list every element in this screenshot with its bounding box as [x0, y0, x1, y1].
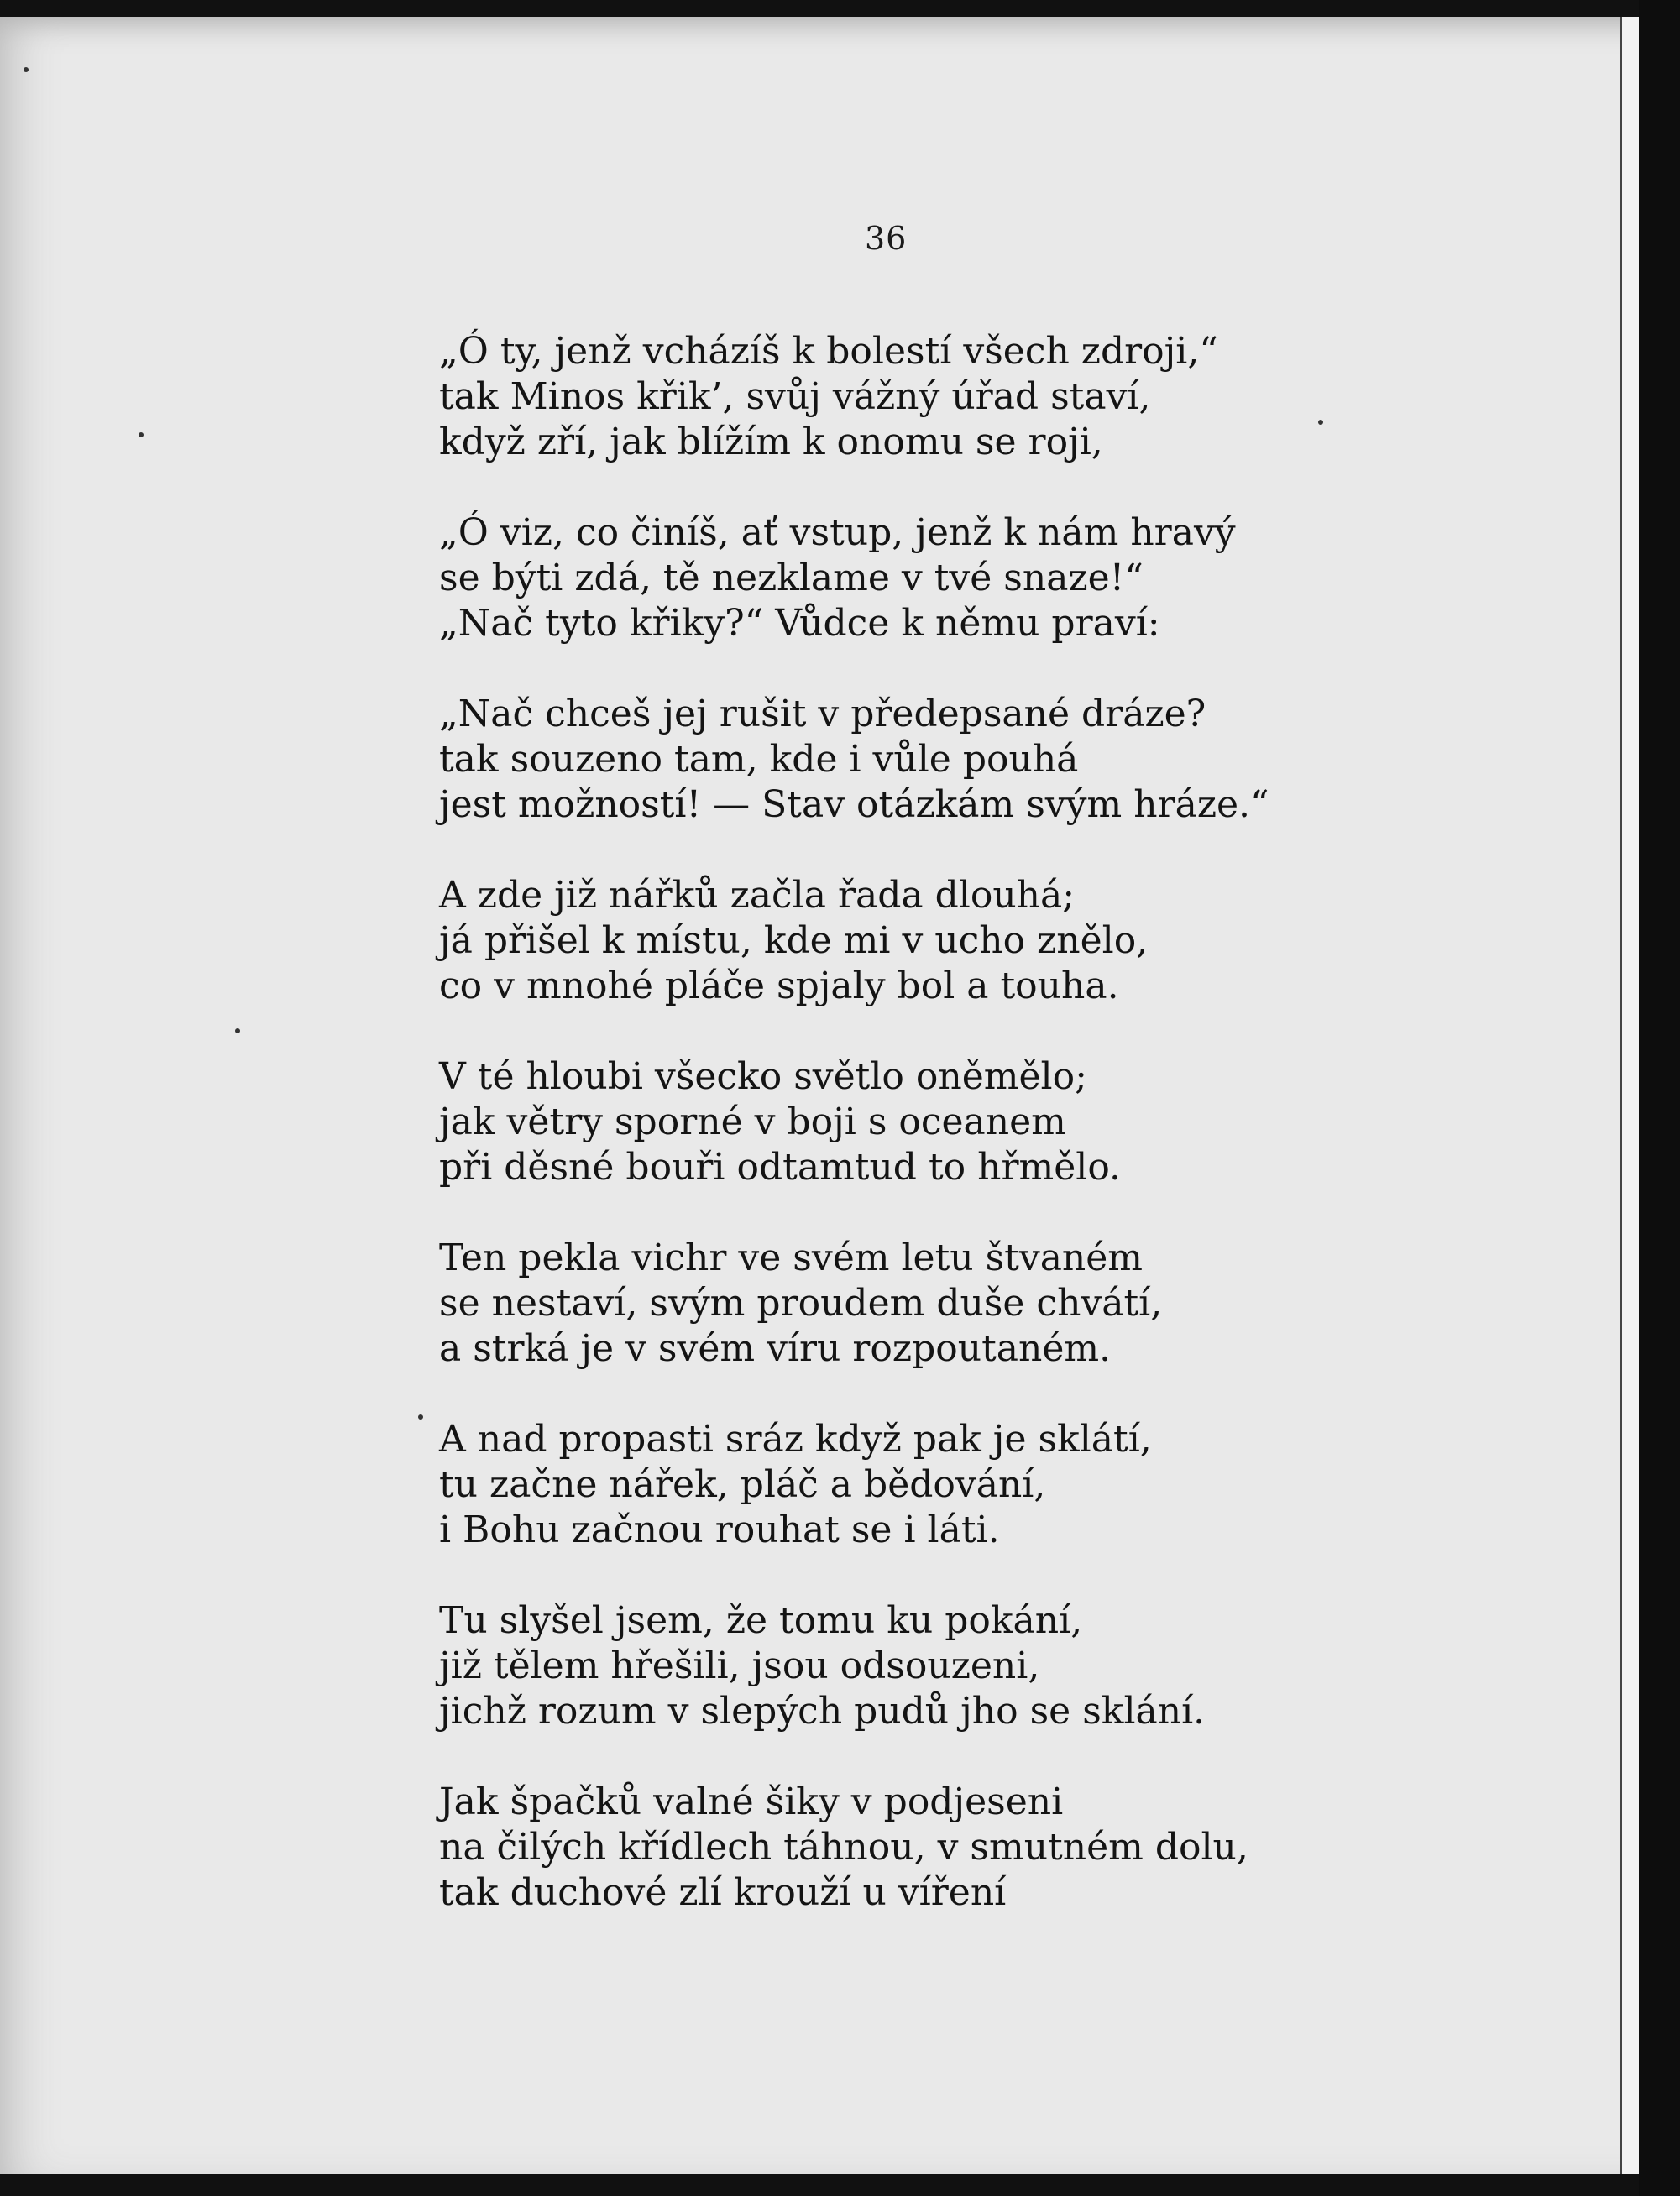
verse-line: při děsné bouři odtamtud to hřmělo.	[439, 1146, 1122, 1189]
verse-line: „Nač chceš jej rušit v předepsané dráze?	[439, 693, 1206, 735]
verse-line: když zří, jak blížím k onomu se roji,	[439, 421, 1103, 463]
verse-line: co v mnohé pláče spjaly bol a touha.	[439, 965, 1119, 1007]
scan-right-border	[1639, 0, 1680, 2196]
stanza	[439, 510, 1363, 646]
print-speck	[24, 67, 29, 72]
verse-line: já přišel k místu, kde mi v ucho znělo,	[439, 919, 1149, 962]
verse-line: na čilých křídlech táhnou, v smutném dolu,	[439, 1826, 1248, 1869]
verse-line: „Ó ty, jenž vcházíš k bolestí všech zdroji,“	[439, 330, 1218, 373]
verse-line: Jak špačků valné šiky v podjeseni	[439, 1780, 1064, 1823]
print-speck	[235, 1028, 240, 1033]
verse-line: jest možností! — Stav otázkám svým hráze.“	[439, 783, 1269, 826]
verse-line: tak souzeno tam, kde i vůle pouhá	[439, 738, 1079, 781]
stanza	[439, 873, 1363, 1009]
verse-line: V té hloubi všecko světlo oněmělo;	[439, 1055, 1087, 1098]
verse-line: se nestaví, svým proudem duše chvátí,	[439, 1282, 1163, 1325]
verse-line: tak Minos křik’, svůj vážný úřad staví,	[439, 375, 1151, 418]
verse-line: i Bohu začnou rouhat se i láti.	[439, 1508, 1000, 1551]
verse-line: jichž rozum v slepých pudů jho se sklání.	[439, 1690, 1206, 1733]
stanza	[439, 329, 1363, 465]
verse-line: tu začne nářek, pláč a bědování,	[439, 1463, 1046, 1506]
verse-line: tak duchové zlí krouží u víření	[439, 1871, 1007, 1914]
poem-text	[439, 329, 1363, 1961]
verse-line: „Ó viz, co činíš, ať vstup, jenž k nám hravý	[439, 511, 1236, 554]
verse-line: jak větry sporné v boji s oceanem	[439, 1101, 1066, 1143]
verse-line: A zde již nářků začla řada dlouhá;	[439, 874, 1076, 917]
stanza	[439, 1417, 1363, 1553]
print-speck	[418, 1414, 423, 1420]
stanza	[439, 1598, 1363, 1734]
print-speck	[139, 432, 144, 437]
verse-line: již tělem hřešili, jsou odsouzeni,	[439, 1644, 1040, 1687]
stanza	[439, 1236, 1363, 1372]
page-number: 36	[865, 220, 908, 257]
stanza	[439, 1054, 1363, 1190]
verse-line: se býti zdá, tě nezklame v tvé snaze!“	[439, 557, 1144, 599]
stanza	[439, 692, 1363, 828]
verse-line: Tu slyšel jsem, že tomu ku pokání,	[439, 1599, 1083, 1642]
verse-line: a strká je v svém víru rozpoutaném.	[439, 1327, 1112, 1370]
verse-line: „Nač tyto křiky?“ Vůdce k němu praví:	[439, 602, 1160, 645]
verse-line: Ten pekla vichr ve svém letu štvaném	[439, 1237, 1144, 1279]
verse-line: A nad propasti sráz když pak je sklátí,	[439, 1418, 1152, 1461]
stanza	[439, 1780, 1363, 1916]
